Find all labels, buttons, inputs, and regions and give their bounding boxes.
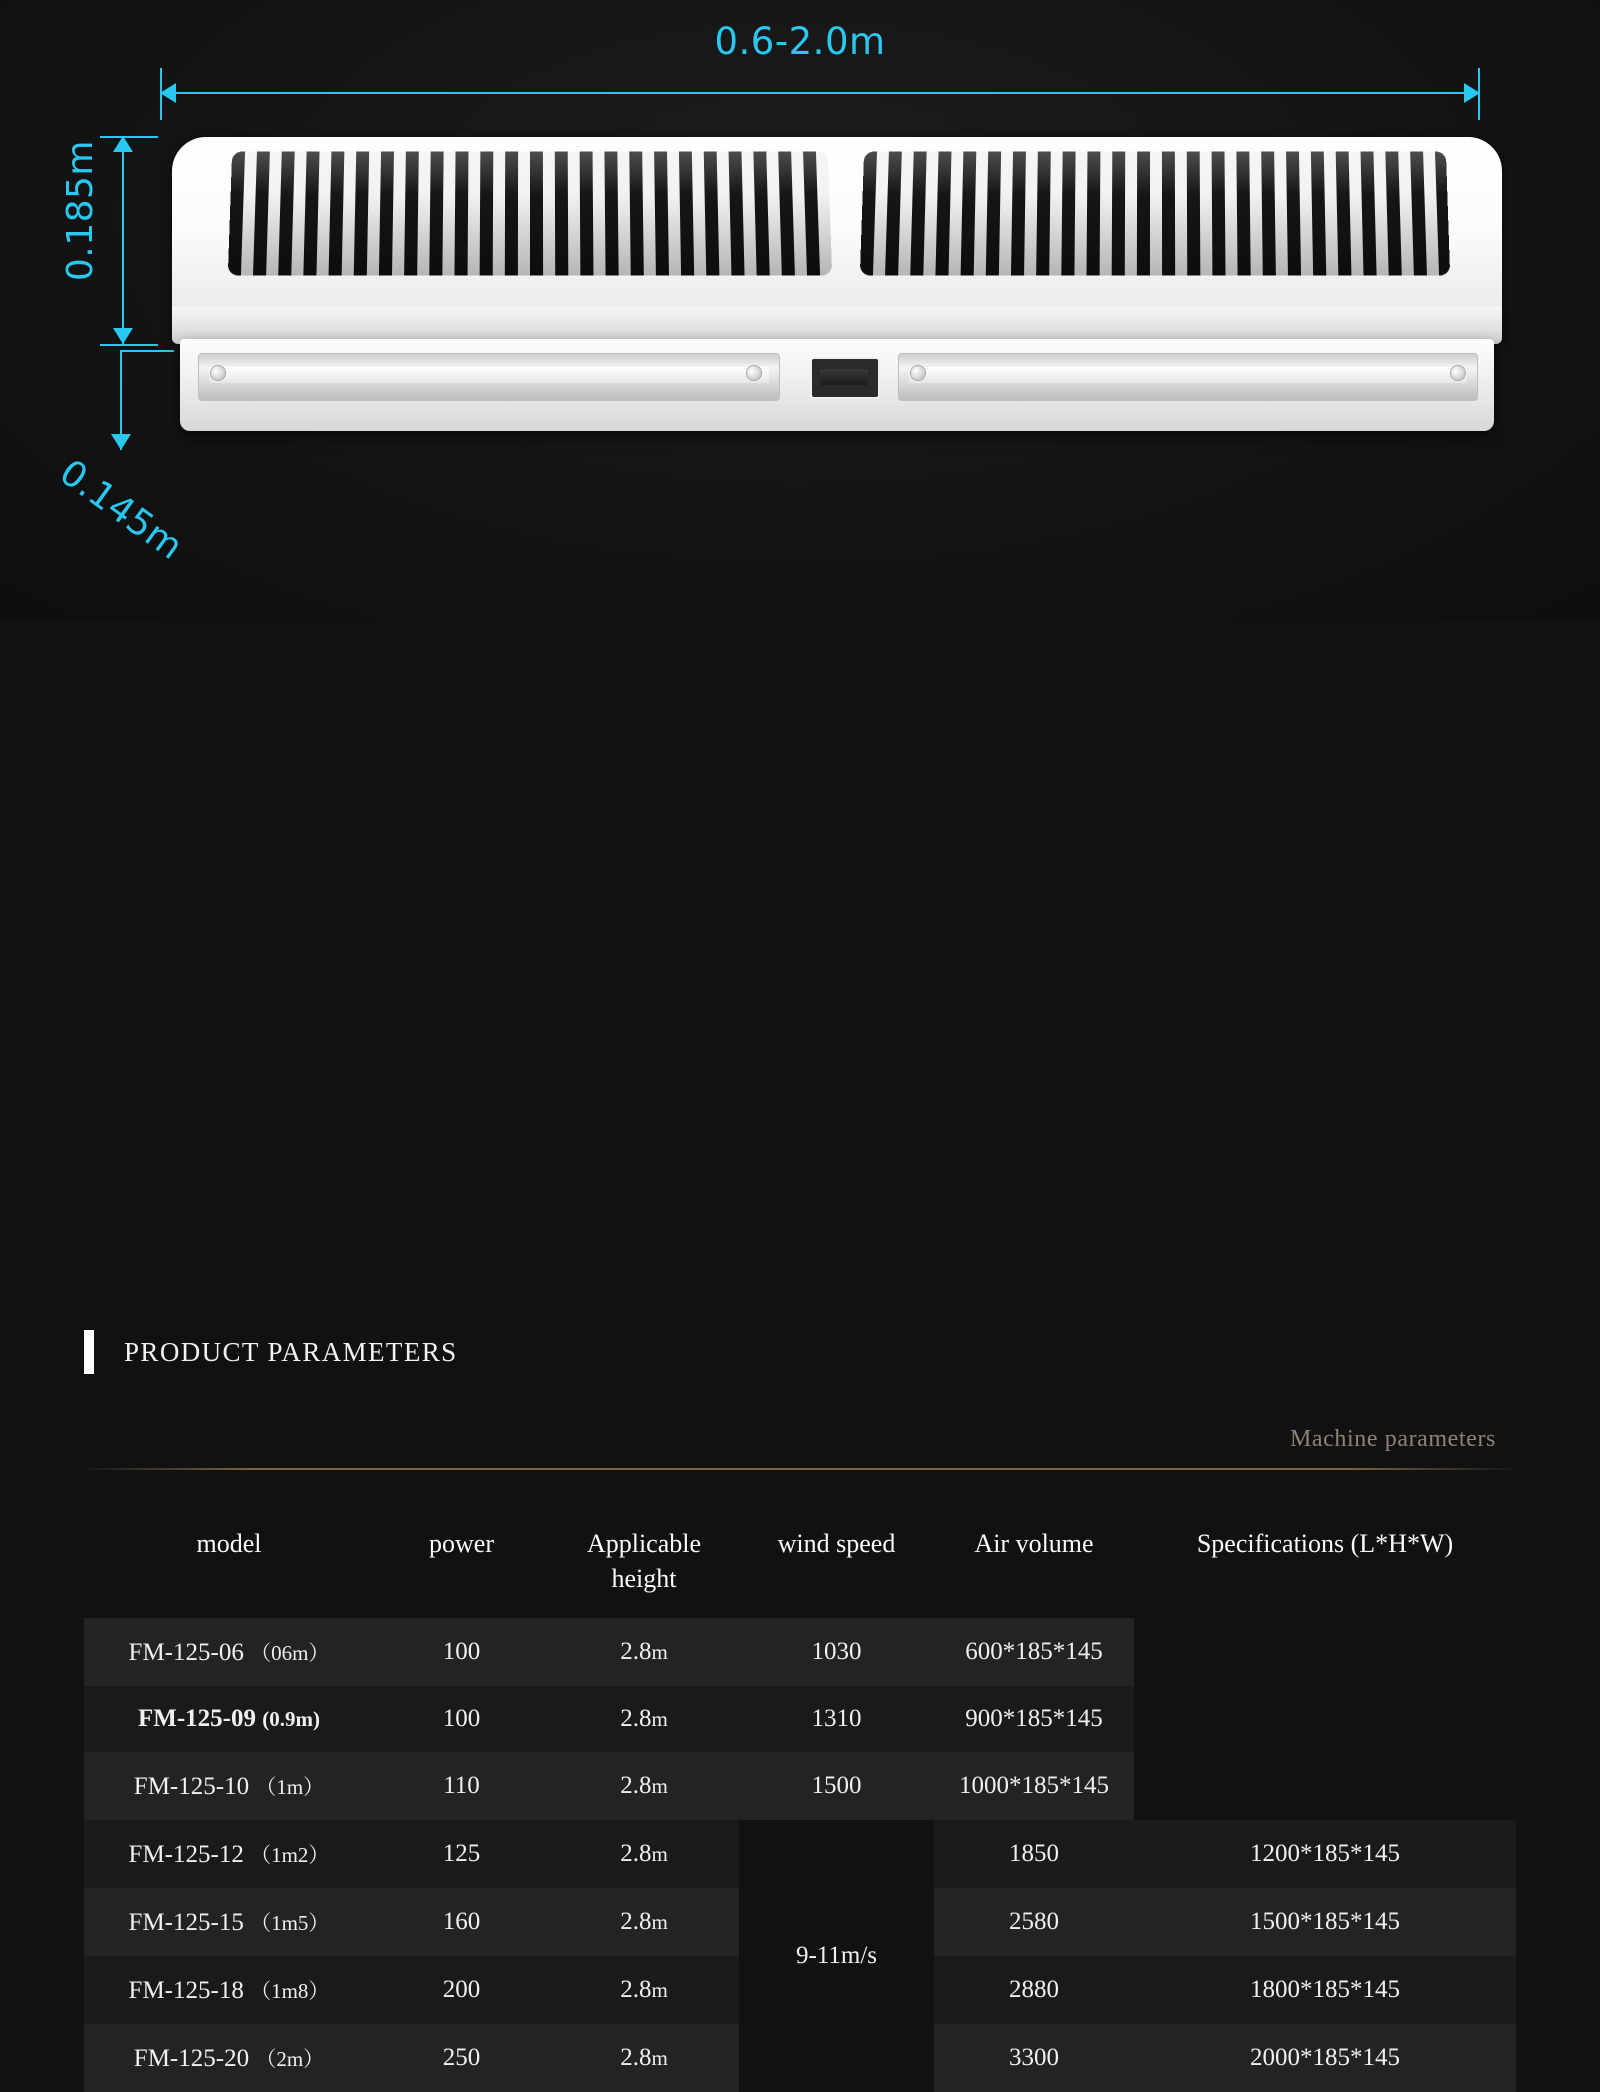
section-title-text: PRODUCT PARAMETERS (124, 1336, 458, 1367)
cell-wind-speed: 9-11m/s (795, 1942, 878, 1970)
cell-applicable-height: 2.8m (549, 1686, 739, 1752)
cell-applicable-height: 2.8m (549, 1618, 739, 1686)
cell-air-volume: 3300 (934, 2024, 1134, 2092)
table-row (84, 1618, 1516, 1686)
machine-parameters-caption: Machine parameters (1289, 1426, 1496, 1452)
depth-dimension-arrow (120, 350, 122, 450)
grille-sheen-left (228, 152, 832, 276)
specifications-table (84, 1512, 1516, 2092)
mounting-screw (746, 365, 762, 381)
cell-model: FM-125-15 （1m5） (84, 1888, 374, 1956)
cell-power: 110 (374, 1752, 549, 1820)
height-dimension-arrow (122, 136, 124, 344)
cell-specifications: 1800*185*145 (1134, 1956, 1516, 2024)
unit-outlet-base (180, 339, 1494, 431)
cell-model: FM-125-09 (0.9m) (84, 1686, 374, 1752)
column-header-specifications: Specifications (L*H*W) (1196, 1529, 1454, 1558)
cell-air-volume: 2880 (934, 1956, 1134, 2024)
column-header-applicable-height: Applicable height (586, 1529, 702, 1594)
cell-specifications: 1200*185*145 (1134, 1820, 1516, 1888)
grille-sheen-right (860, 152, 1450, 276)
cell-specifications: 900*185*145 (934, 1686, 1134, 1752)
cell-specifications: 2000*185*145 (1134, 2024, 1516, 2092)
width-dimension-label: 0.6-2.0m (714, 20, 886, 63)
heading-accent-bar (84, 1330, 94, 1374)
column-header-model: model (196, 1529, 262, 1558)
cell-air-volume: 1500 (739, 1752, 934, 1820)
cell-air-volume: 1850 (934, 1820, 1134, 1888)
cell-model: FM-125-20 （2m） (84, 2024, 374, 2092)
cell-model: FM-125-06 （06m） (84, 1618, 374, 1686)
height-dimension-label: 0.185m (60, 140, 101, 282)
cell-applicable-height: 2.8m (549, 1820, 739, 1888)
section-heading (84, 1330, 458, 1374)
table-row (84, 1752, 1516, 1820)
depth-dimension-label: 0.145m (51, 452, 191, 569)
cell-specifications: 600*185*145 (934, 1618, 1134, 1686)
air-outlet-left (198, 353, 780, 401)
intake-grille-left (228, 152, 832, 276)
column-header-power: power (429, 1529, 494, 1558)
table-row (84, 1820, 1516, 1888)
air-curtain-product-image (172, 137, 1502, 437)
cell-model: FM-125-12 （1m2） (84, 1820, 374, 1888)
air-outlet-right (898, 353, 1478, 401)
unit-housing (172, 137, 1502, 342)
cell-applicable-height: 2.8m (549, 1752, 739, 1820)
mounting-screw (910, 365, 926, 381)
column-header-wind-speed: wind speed (777, 1529, 896, 1558)
cell-applicable-height: 2.8m (549, 1956, 739, 2024)
height-tick-bottom (100, 344, 158, 346)
table-header-row (84, 1512, 1516, 1618)
cell-specifications: 1500*185*145 (1134, 1888, 1516, 1956)
control-panel-display (820, 369, 868, 385)
cell-air-volume: 2580 (934, 1888, 1134, 1956)
cell-applicable-height: 2.8m (549, 2024, 739, 2092)
table-body (84, 1618, 1516, 2092)
cell-power: 250 (374, 2024, 549, 2092)
table-row (84, 1686, 1516, 1752)
cell-power: 200 (374, 1956, 549, 2024)
cell-model: FM-125-10 （1m） (84, 1752, 374, 1820)
width-dimension-arrow (160, 92, 1480, 94)
cell-air-volume: 1310 (739, 1686, 934, 1752)
cell-power: 100 (374, 1686, 549, 1752)
product-hero (0, 0, 1600, 620)
air-outlet-left-slot (209, 367, 769, 383)
control-panel (810, 357, 880, 399)
cell-power: 125 (374, 1820, 549, 1888)
intake-grille-right (860, 152, 1450, 276)
column-header-air-volume: Air volume (974, 1529, 1094, 1558)
mounting-screw (210, 365, 226, 381)
cell-specifications: 1000*185*145 (934, 1752, 1134, 1820)
section-divider (84, 1468, 1516, 1470)
cell-applicable-height: 2.8m (549, 1888, 739, 1956)
cell-model: FM-125-18 （1m8） (84, 1956, 374, 2024)
air-outlet-right-slot (909, 367, 1467, 383)
mounting-screw (1450, 365, 1466, 381)
depth-tick (120, 350, 174, 352)
cell-air-volume: 1030 (739, 1618, 934, 1686)
cell-power: 160 (374, 1888, 549, 1956)
cell-power: 100 (374, 1618, 549, 1686)
